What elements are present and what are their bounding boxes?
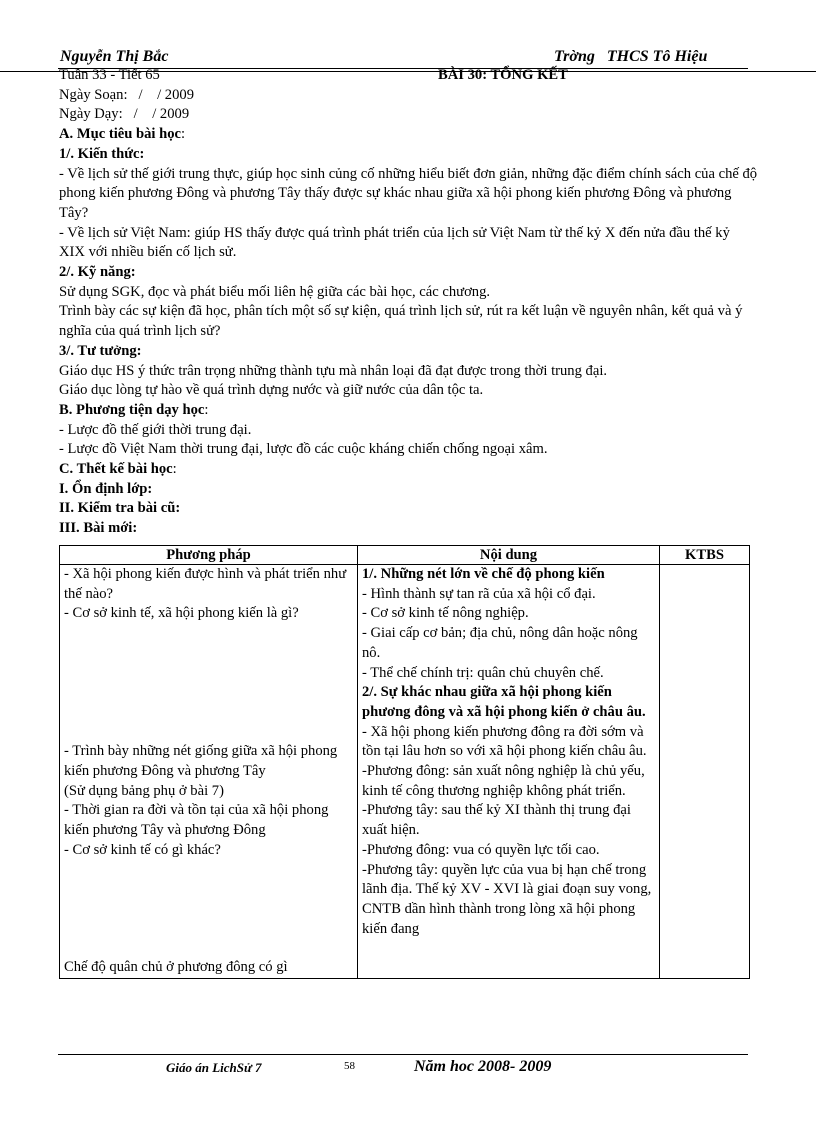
content-item: - Cơ sở kinh tế nông nghiệp. (362, 605, 529, 622)
content-item: - Thể chế chính trị: quân chủ chuyên chế. (362, 664, 604, 681)
attitude-item-2: Giáo dục lòng tự hào về quá trình dựng nước và giữ nước của dân tộc ta. (59, 382, 484, 399)
method-item: - Trình bày những nét giống giữa xã hội phong kiến phương Đông và phương Tây (64, 743, 338, 779)
school-name (554, 48, 707, 66)
lesson-table (59, 545, 750, 979)
footer-subject: Giáo án LichSử 7 (166, 1060, 262, 1075)
skills-item-2: Trình bày các sự kiện đã học, phân tích một số sự kiện, quá trình lịch sử, rút ra kết luận về nguyên nhân, kết quả và ý nghĩa của quá trình lịch sử? (59, 303, 743, 340)
week-row (59, 66, 759, 86)
method-spacer (64, 624, 353, 742)
knowledge-heading: 1/. Kiến thức: (59, 145, 145, 162)
content-item: - Xã hội phong kiến phương đông ra đời sớm và tồn tại lâu hơn so với xã hội phong kiến châu âu. (362, 723, 647, 760)
skills-item-1: Sử dụng SGK, đọc và phát biểu mối liên hệ giữa các bài học, các chương. (59, 283, 491, 300)
design-step-2: II. Kiểm tra bài cũ: (59, 500, 181, 517)
objectives-heading: A. Mục tiêu bài học: (59, 126, 186, 143)
prep-date: Ngày Soạn: / / 2009 (59, 86, 194, 103)
content-item: -Phương đông: sản xuất nông nghiệp là chủ yếu, kinh tế công thương nghiệp không phát triển. (362, 763, 645, 799)
method-item: Chế độ quân chủ ở phương đông có gì (64, 959, 288, 976)
method-item: - Thời gian ra đời và tồn tại của xã hội phong kiến phương Tây và phương Đông (64, 802, 329, 838)
content-cell (358, 565, 660, 979)
content-item: -Phương tây: sau thế kỷ XI thành thị trung đại xuất hiện. (362, 802, 631, 839)
ktbs-cell (660, 565, 750, 979)
method-spacer (64, 860, 353, 958)
skills-heading: 2/. Kỹ năng: (59, 264, 136, 281)
footer-year: Năm hoc 2008- 2009 (414, 1058, 552, 1075)
design-step-1: I. Ổn định lớp: (59, 480, 153, 497)
content-heading: 1/. Những nét lớn về chế độ phong kiến (362, 566, 605, 582)
method-item: (Sử dụng bảng phụ ở bài 7) (64, 782, 224, 799)
teach-date: Ngày Dạy: / / 2009 (59, 106, 190, 123)
design-step-3: III. Bài mới: (59, 520, 138, 537)
header-ktbs: KTBS (660, 546, 750, 565)
table-row (60, 565, 750, 979)
school-title: THCS Tô Hiệu (606, 48, 708, 65)
school-prefix: Trờng (554, 48, 595, 65)
footer-rule (58, 1054, 748, 1055)
means-item-2: - Lược đồ Việt Nam thời trung đại, lược đồ các cuộc kháng chiến chống ngoại xâm. (59, 441, 548, 458)
author-name: Nguyễn Thị Bắc (60, 48, 169, 65)
header-method: Phương pháp (60, 546, 358, 565)
attitude-heading: 3/. Tư tưởng: (59, 342, 142, 359)
knowledge-world: - Về lịch sử thế giới trung thực, giúp học sinh củng cố những hiểu biết đơn giản, những đặc điểm chính sách của chế độ phong kiến phương Đông và phương Tây thấy được sự khác nhau giữa xã hội phong kiến phương Đông và phương Tây? (59, 165, 758, 221)
means-item-1: - Lược đồ thế giới thời trung đại. (59, 421, 252, 438)
table-header-row (60, 546, 750, 565)
content-item: - Giai cấp cơ bản; địa chủ, nông dân hoặc nông nô. (362, 625, 638, 661)
method-cell (60, 565, 358, 979)
content-heading: 2/. Sự khác nhau giữa xã hội phong kiến phương đông và xã hội phong kiến ở châu âu. (362, 684, 646, 720)
method-item: - Xã hội phong kiến được hình và phát triển như thế nào? (64, 566, 347, 602)
method-item: - Cơ sở kinh tế, xã hội phong kiến là gì? (64, 605, 299, 622)
content-item: -Phương đông: vua có quyền lực tối cao. (362, 841, 600, 858)
lesson-title: BÀI 30: TỔNG KẾT (438, 67, 568, 83)
lesson-body (59, 66, 759, 539)
design-heading: C. Thết kế bài học: (59, 461, 177, 478)
week-label: Tuần 33 - Tiết 65 (59, 67, 160, 83)
knowledge-vietnam: - Về lịch sử Việt Nam: giúp HS thấy được quá trình phát triển của lịch sử Việt Nam từ thế kỷ X đến nửa đầu thế kỷ XIX với nhiều biến cố lịch sử. (59, 224, 730, 261)
method-item: - Cơ sở kinh tế có gì khác? (64, 841, 221, 858)
page-number: 58 (344, 1060, 355, 1072)
header-content: Nội dung (358, 546, 660, 565)
attitude-item-1: Giáo dục HS ý thức trân trọng những thành tựu mà nhân loại đã đạt được trong thời trung đại. (59, 362, 608, 379)
content-item: - Hình thành sự tan rã của xã hội cổ đại. (362, 585, 596, 602)
content-item: -Phương tây: quyền lực của vua bị hạn chế trong lãnh địa. Thế kỷ XV - XVI là giai đoạn suy vong, CNTB dần hình thành trong lòng xã hội phong kiến đang (362, 861, 652, 937)
means-heading: B. Phương tiện dạy học: (59, 401, 209, 418)
